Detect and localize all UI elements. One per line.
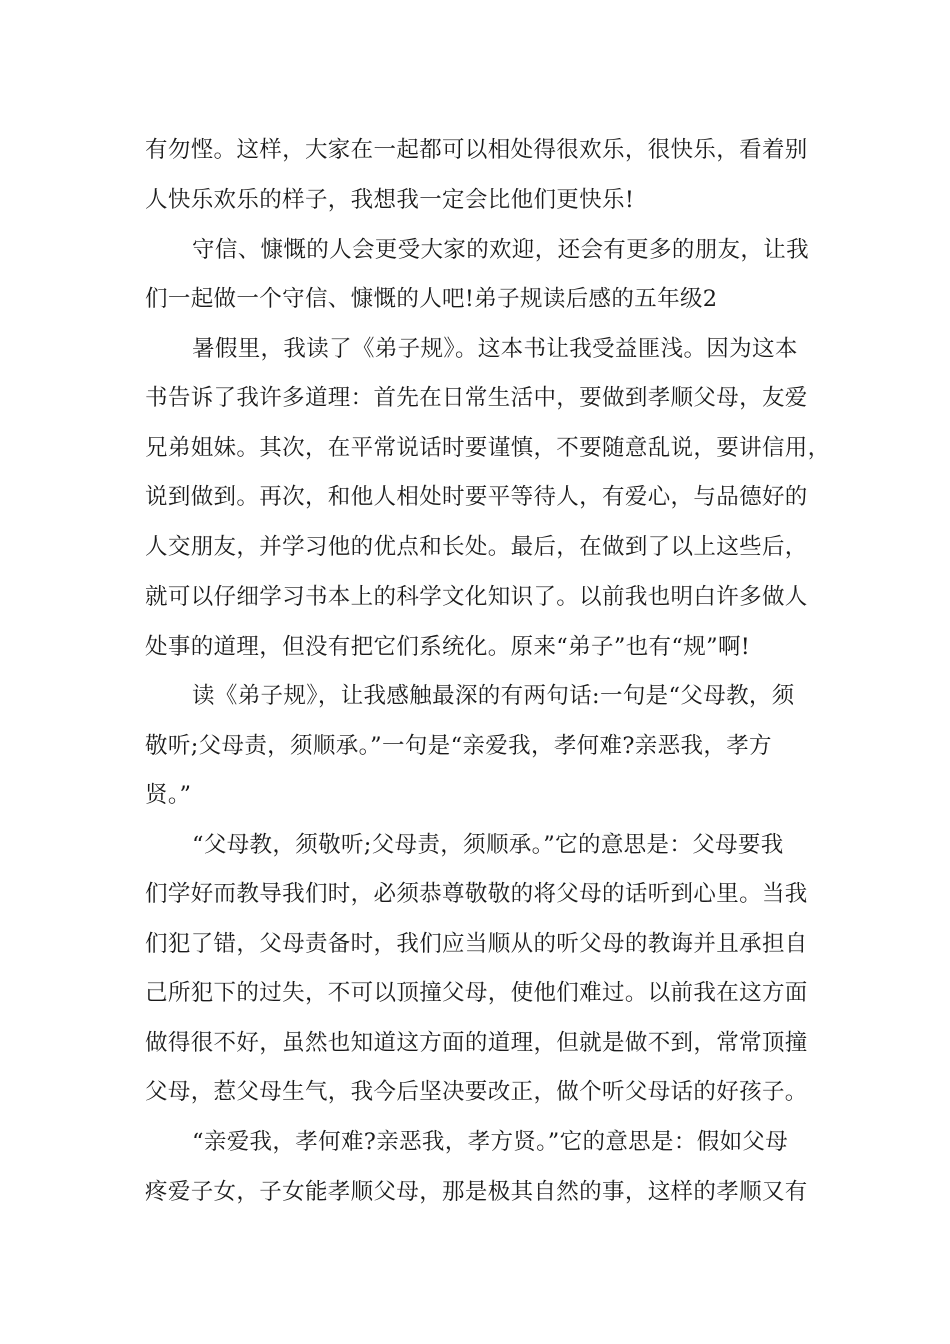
text-line: 书告诉了我许多道理：首先在日常生活中，要做到孝顺父母，友爱 (145, 385, 808, 411)
paragraph-first-line: 守信、慷慨的人会更受大家的欢迎，还会有更多的朋友，让我 (192, 237, 809, 263)
text-line: 己所犯下的过失，不可以顶撞父母，使他们难过。以前我在这方面 (145, 980, 808, 1006)
text-line: 处事的道理，但没有把它们系统化。原来“弟子”也有“规”啊! (145, 634, 751, 660)
text-line: 兄弟姐妹。其次，在平常说话时要谨慎，不要随意乱说，要讲信用， (145, 435, 831, 461)
text-line: 们学好而教导我们时，必须恭尊敬敬的将父母的话听到心里。当我 (145, 881, 808, 907)
text-line: 就可以仔细学习书本上的科学文化知识了。以前我也明白许多做人 (145, 584, 808, 610)
text-line: 敬听;父母责，须顺承。”一句是“亲爱我，孝何难?亲恶我，孝方 (145, 733, 772, 759)
text-line: 说到做到。再次，和他人相处时要平等待人，有爱心，与品德好的 (145, 484, 808, 510)
text-line: 人交朋友，并学习他的优点和长处。最后，在做到了以上这些后， (145, 534, 808, 560)
paragraph-first-line: “亲爱我，孝何难?亲恶我，孝方贤。”它的意思是：假如父母 (192, 1129, 789, 1155)
text-line: 父母，惹父母生气，我今后坚决要改正，做个听父母话的好孩子。 (145, 1079, 808, 1105)
paragraph-first-line: 读《弟子规》，让我感触最深的有两句话:一句是“父母教，须 (192, 683, 795, 709)
text-line: 贤。” (145, 782, 192, 808)
paragraph-first-line: “父母教，须敬听;父母责，须顺承。”它的意思是：父母要我 (192, 832, 784, 858)
text-line: 疼爱子女，子女能孝顺父母，那是极其自然的事，这样的孝顺又有 (145, 1179, 808, 1205)
text-line: 人快乐欢乐的样子，我想我一定会比他们更快乐! (145, 187, 635, 213)
paragraph-first-line: 暑假里，我读了《弟子规》。这本书让我受益匪浅。因为这本 (192, 336, 798, 362)
text-line: 做得很不好，虽然也知道这方面的道理，但就是做不到，常常顶撞 (145, 1030, 808, 1056)
text-line: 有勿悭。这样，大家在一起都可以相处得很欢乐，很快乐，看着别 (145, 137, 808, 163)
text-line: 们犯了错，父母责备时，我们应当顺从的听父母的教诲并且承担自 (145, 931, 808, 957)
text-line: 们一起做一个守信、慷慨的人吧!弟子规读后感的五年级2 (145, 286, 718, 312)
